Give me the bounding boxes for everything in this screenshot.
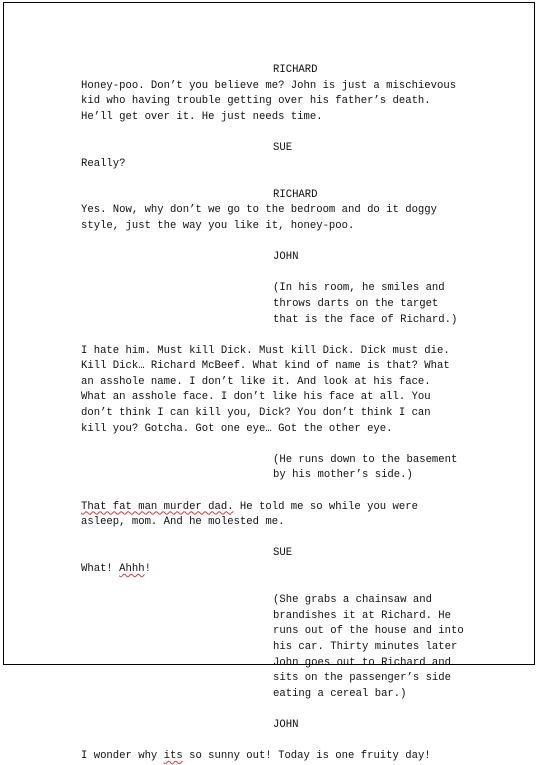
parenthetical-line: that is the face of Richard.)	[273, 313, 458, 326]
parenthetical-line: (In his room, he smiles and	[273, 282, 445, 295]
dialogue-line: I hate him. Must kill Dick. Must kill Dick. Dick must die.	[81, 344, 450, 357]
dialogue-line: style, just the way you like it, honey-poo.	[81, 219, 355, 232]
character-name: RICHARD	[273, 64, 318, 76]
parenthetical-line: eating a cereal bar.)	[273, 687, 407, 700]
parenthetical-line: runs out of the house and into	[273, 625, 464, 638]
dialogue-line: don’t think I can kill you, Dick? You don’t think I can	[81, 407, 431, 420]
dialogue-line: Really?	[81, 157, 126, 170]
screenplay-text	[81, 63, 464, 765]
dialogue-line: asleep, mom. And he molested me.	[81, 516, 285, 529]
parenthetical-line: throws darts on the target	[273, 297, 439, 310]
dialogue-line: Honey-poo. Don’t you believe me? John is just a mischievous	[81, 79, 457, 92]
parenthetical-line: by his mother’s side.)	[273, 469, 413, 482]
dialogue-line: What an asshole face. I don’t like his face at all. You	[81, 391, 431, 404]
spelling-error-mark[interactable]: Ahhh	[119, 563, 145, 575]
parenthetical-line: (He runs down to the basement	[273, 453, 458, 466]
parenthetical-line: brandishes it at Richard. He	[273, 609, 452, 622]
character-name: JOHN	[273, 718, 299, 731]
dialogue-line: I wonder why its so sunny out! Today is one fruity day!	[81, 750, 431, 763]
dialogue-line: kill you? Gotcha. Got one eye… Got the other eye.	[81, 422, 393, 435]
character-name: JOHN	[273, 251, 299, 264]
spelling-error-mark[interactable]: its	[163, 750, 183, 763]
dialogue-line: Yes. Now, why don’t we go to the bedroom and do it doggy	[81, 204, 438, 217]
parenthetical-line: (She grabs a chainsaw and	[273, 594, 432, 607]
parenthetical-line: sits on the passenger’s side	[273, 672, 452, 685]
parenthetical-line: his car. Thirty minutes later	[273, 640, 458, 653]
script-page	[3, 2, 535, 763]
dialogue-line: That fat man murder dad. He told me so while you were	[81, 500, 418, 513]
dialogue-line: Kill Dick… Richard McBeef. What kind of name is that? What	[81, 360, 450, 373]
parenthetical-line: John goes out to Richard and	[273, 656, 452, 669]
character-name: SUE	[273, 547, 293, 560]
dialogue-line: He’ll get over it. He just needs time.	[81, 110, 323, 123]
character-name: RICHARD	[273, 188, 318, 201]
dialogue-line: What! Ahhh!	[81, 563, 151, 575]
character-name: SUE	[273, 141, 293, 154]
dialogue-line: kid who having trouble getting over his father’s death.	[81, 95, 431, 108]
dialogue-line: an asshole name. I don’t like it. And look at his face.	[81, 375, 431, 388]
spelling-error-mark[interactable]: That fat man murder dad.	[81, 500, 234, 513]
